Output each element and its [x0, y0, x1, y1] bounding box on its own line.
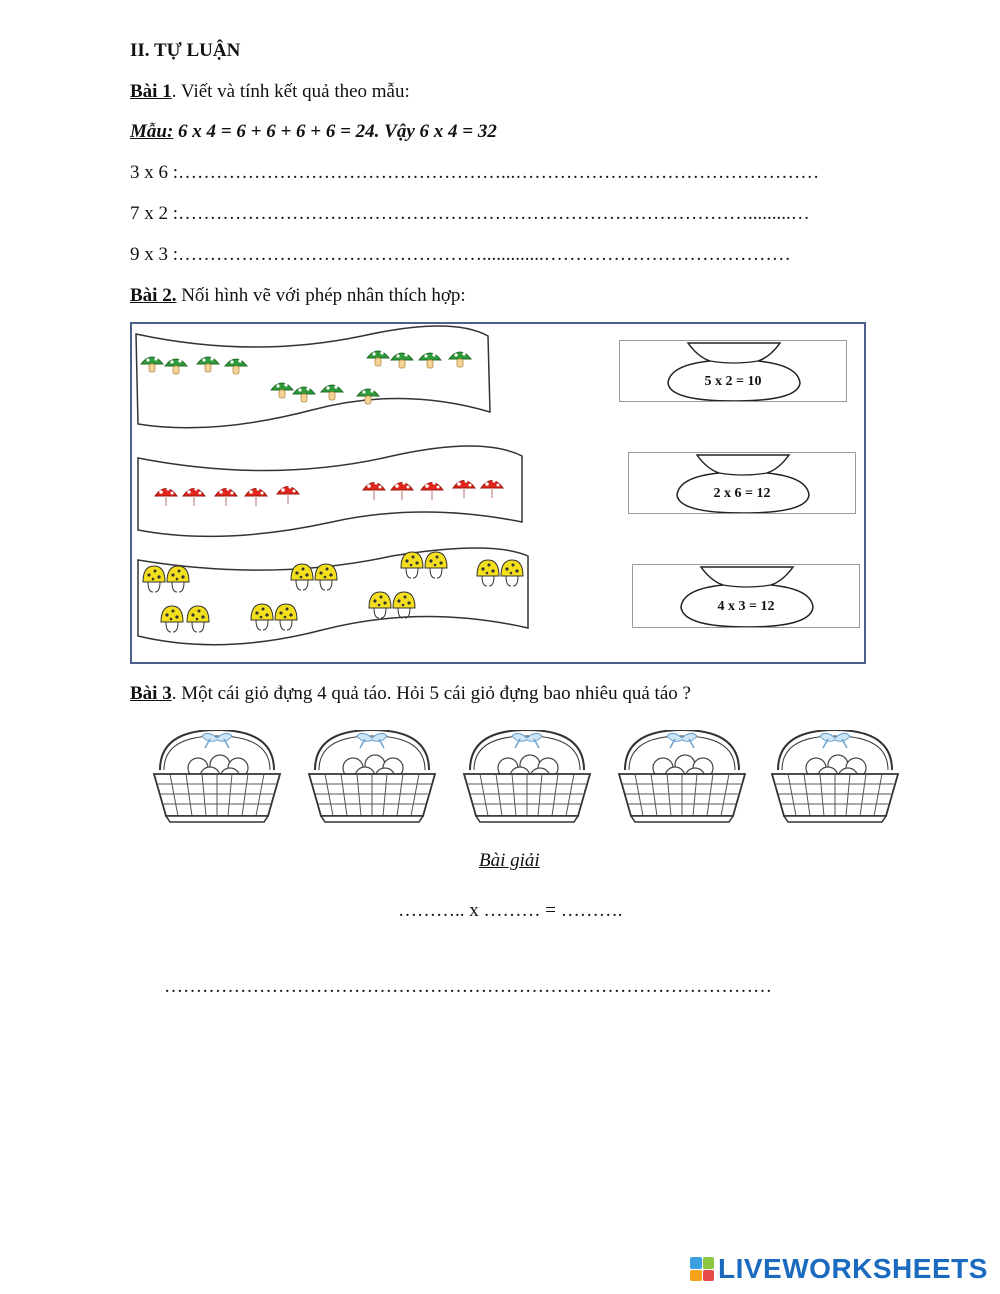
vase-icon: [620, 341, 846, 401]
example-label: Mẫu:: [130, 121, 174, 142]
vase-icon: [633, 565, 859, 627]
bai3-label: Bài 3: [130, 683, 172, 704]
vase-icon: [629, 453, 855, 513]
bai2-heading: [130, 285, 466, 307]
logo-text: LIVEWORKSHEETS: [718, 1253, 988, 1284]
bai3-title: . Một cái giỏ đựng 4 quả táo. Hỏi 5 cái giỏ đựng bao nhiêu quả táo ?: [171, 683, 691, 704]
bai1-title: . Viết và tính kết quả theo mẫu:: [171, 81, 410, 102]
equation-box-2[interactable]: [628, 452, 856, 514]
example-text: 6 x 4 = 6 + 6 + 6 + 6 = 24. Vậy 6 x 4 = 32: [173, 121, 497, 142]
apple-baskets: [150, 730, 910, 825]
liveworksheets-logo: [690, 1252, 988, 1286]
answer-line-3x6[interactable]: 3 x 6 :……………………………………………...…………………………………………: [130, 162, 820, 183]
solution-equation-line[interactable]: ……….. x ……… = ……….: [398, 900, 623, 921]
bai2-label: Bài 2.: [130, 285, 177, 306]
equation-label: 2 x 6 = 12: [713, 486, 771, 501]
equation-label: 4 x 3 = 12: [717, 599, 775, 614]
bai2-title: Nối hình vẽ với phép nhân thích hợp:: [176, 285, 466, 306]
logo-mark-icon: [690, 1257, 714, 1281]
matching-panel: [130, 322, 866, 664]
band-green: [136, 326, 490, 428]
answer-line-9x3[interactable]: 9 x 3 :………………………………………….............…………………………………: [130, 244, 791, 265]
equation-box-1[interactable]: [619, 340, 847, 402]
solution-heading: Bài giải: [479, 850, 540, 871]
band-yellow: [138, 548, 528, 645]
bai1-heading: [130, 81, 410, 103]
bai3-heading: [130, 683, 691, 705]
equation-box-3[interactable]: [632, 564, 860, 628]
solution-answer-line[interactable]: ……………………………………………………………………………………: [164, 976, 772, 997]
answer-line-7x2[interactable]: 7 x 2 :……………………………………………………………………………….........…: [130, 203, 810, 224]
section-title: II. TỰ LUẬN: [130, 40, 241, 61]
bai1-label: Bài 1: [130, 81, 172, 102]
bai1-example: [130, 121, 497, 143]
basket-row: [150, 730, 910, 825]
equation-label: 5 x 2 = 10: [704, 374, 762, 389]
